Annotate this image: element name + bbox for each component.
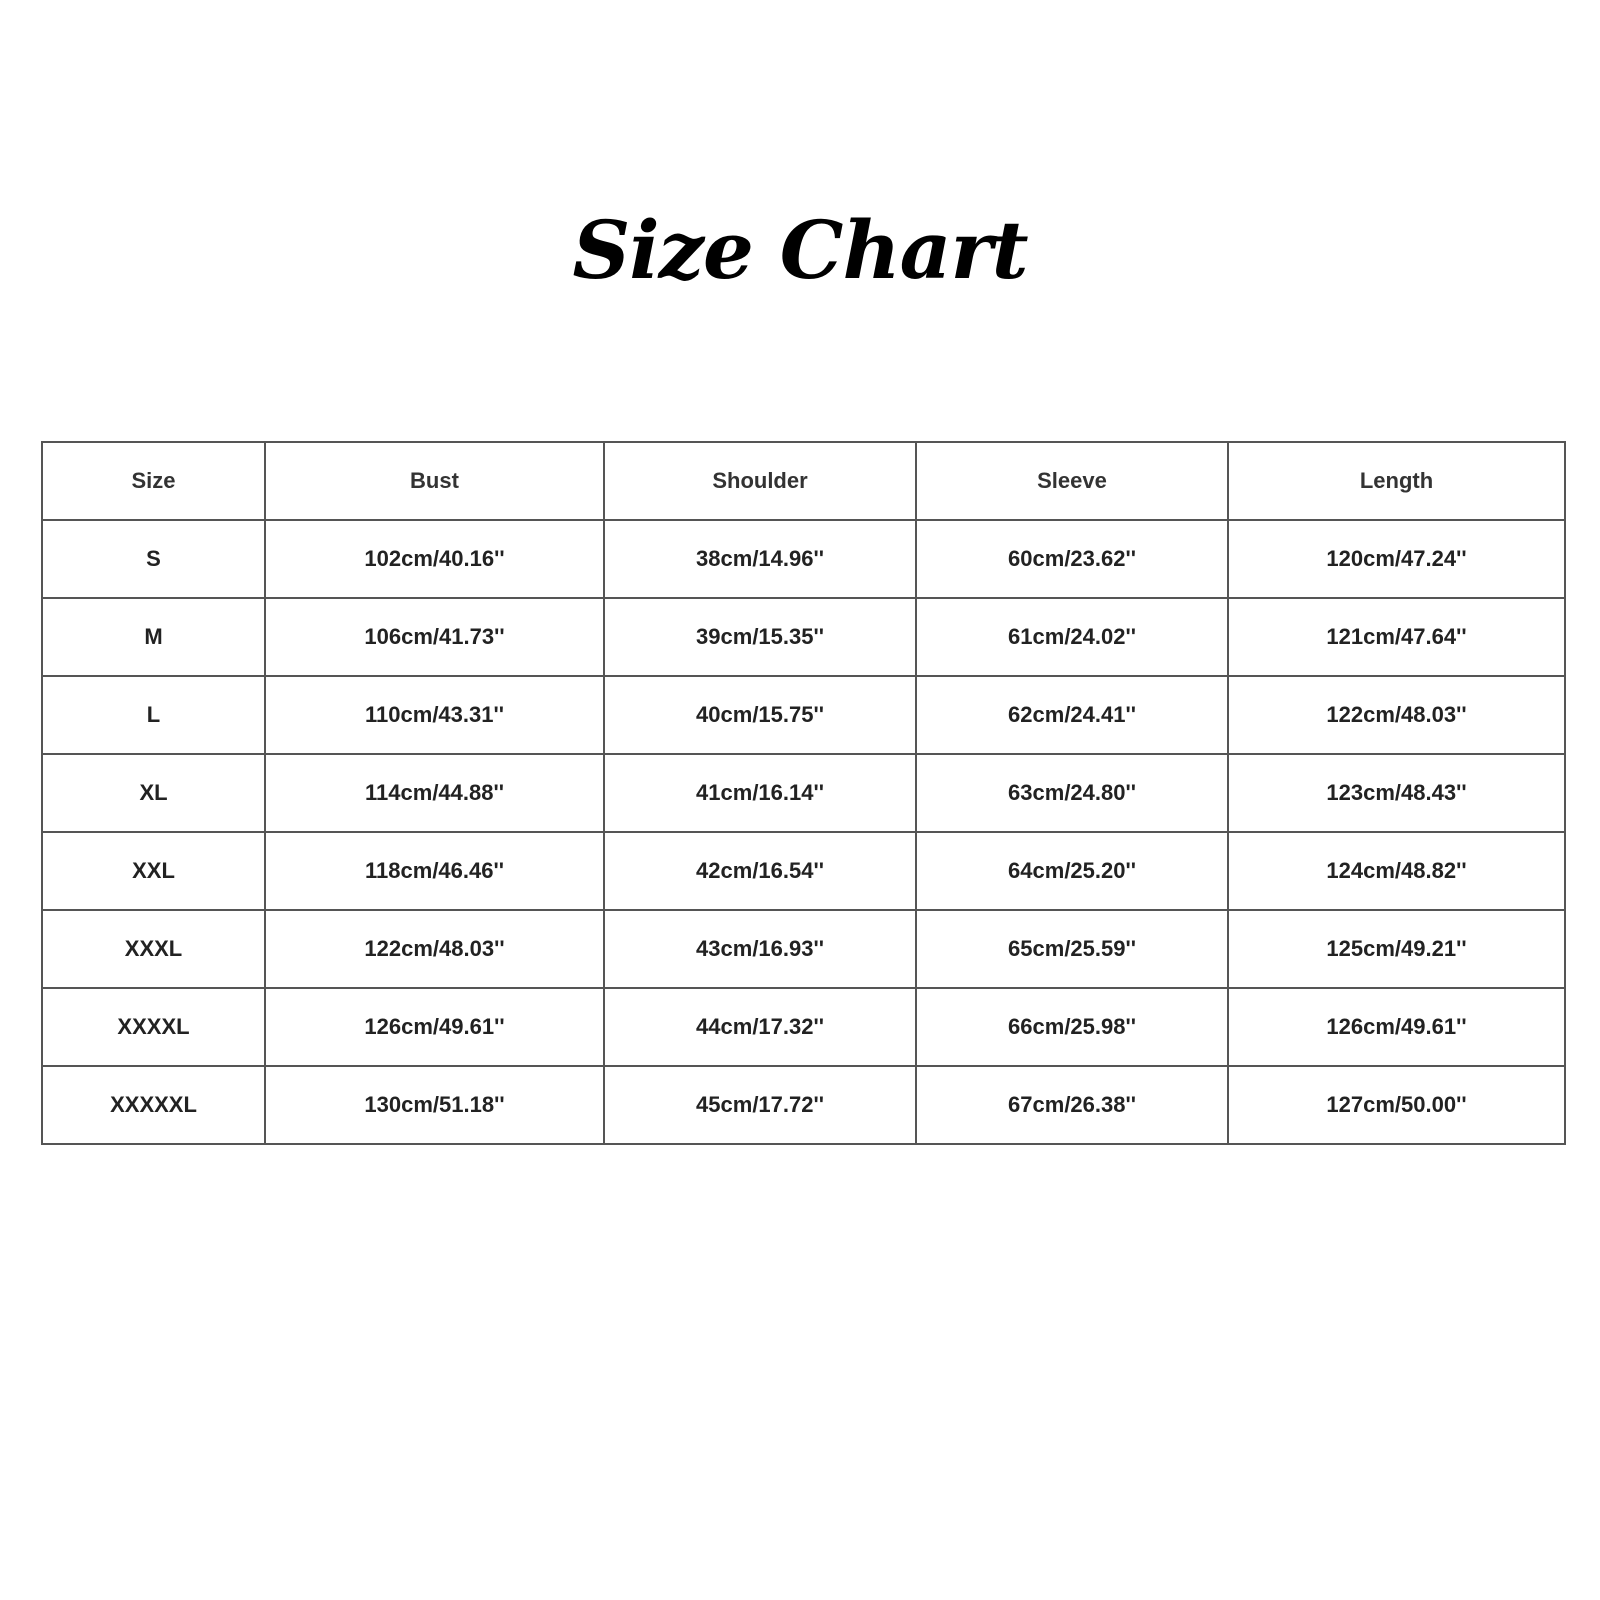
cell-size: XXXL <box>42 910 265 988</box>
cell-bust: 126cm/49.61'' <box>265 988 604 1066</box>
cell-bust: 106cm/41.73'' <box>265 598 604 676</box>
cell-length: 125cm/49.21'' <box>1228 910 1565 988</box>
cell-shoulder: 45cm/17.72'' <box>604 1066 916 1144</box>
cell-length: 121cm/47.64'' <box>1228 598 1565 676</box>
header-bust: Bust <box>265 442 604 520</box>
cell-sleeve: 64cm/25.20'' <box>916 832 1228 910</box>
cell-length: 124cm/48.82'' <box>1228 832 1565 910</box>
header-sleeve: Sleeve <box>916 442 1228 520</box>
cell-sleeve: 65cm/25.59'' <box>916 910 1228 988</box>
cell-shoulder: 41cm/16.14'' <box>604 754 916 832</box>
cell-sleeve: 61cm/24.02'' <box>916 598 1228 676</box>
table-row <box>42 1066 1565 1144</box>
cell-size: M <box>42 598 265 676</box>
cell-bust: 122cm/48.03'' <box>265 910 604 988</box>
cell-size: L <box>42 676 265 754</box>
table-row <box>42 754 1565 832</box>
header-length: Length <box>1228 442 1565 520</box>
cell-sleeve: 67cm/26.38'' <box>916 1066 1228 1144</box>
table-row <box>42 520 1565 598</box>
size-table <box>41 441 1566 1145</box>
cell-bust: 114cm/44.88'' <box>265 754 604 832</box>
table-row <box>42 598 1565 676</box>
table-header-row <box>42 442 1565 520</box>
page-title: Size Chart <box>572 203 1028 297</box>
cell-sleeve: 62cm/24.41'' <box>916 676 1228 754</box>
table-row <box>42 832 1565 910</box>
header-shoulder: Shoulder <box>604 442 916 520</box>
cell-size: XXL <box>42 832 265 910</box>
cell-length: 123cm/48.43'' <box>1228 754 1565 832</box>
cell-size: XXXXL <box>42 988 265 1066</box>
cell-sleeve: 66cm/25.98'' <box>916 988 1228 1066</box>
header-size: Size <box>42 442 265 520</box>
cell-bust: 110cm/43.31'' <box>265 676 604 754</box>
cell-sleeve: 60cm/23.62'' <box>916 520 1228 598</box>
cell-size: S <box>42 520 265 598</box>
cell-sleeve: 63cm/24.80'' <box>916 754 1228 832</box>
cell-length: 126cm/49.61'' <box>1228 988 1565 1066</box>
cell-bust: 102cm/40.16'' <box>265 520 604 598</box>
cell-length: 127cm/50.00'' <box>1228 1066 1565 1144</box>
cell-shoulder: 39cm/15.35'' <box>604 598 916 676</box>
cell-size: XXXXXL <box>42 1066 265 1144</box>
table-row <box>42 910 1565 988</box>
cell-size: XL <box>42 754 265 832</box>
cell-length: 120cm/47.24'' <box>1228 520 1565 598</box>
cell-bust: 118cm/46.46'' <box>265 832 604 910</box>
cell-bust: 130cm/51.18'' <box>265 1066 604 1144</box>
cell-length: 122cm/48.03'' <box>1228 676 1565 754</box>
cell-shoulder: 42cm/16.54'' <box>604 832 916 910</box>
cell-shoulder: 40cm/15.75'' <box>604 676 916 754</box>
cell-shoulder: 38cm/14.96'' <box>604 520 916 598</box>
cell-shoulder: 44cm/17.32'' <box>604 988 916 1066</box>
table-row <box>42 988 1565 1066</box>
table-row <box>42 676 1565 754</box>
cell-shoulder: 43cm/16.93'' <box>604 910 916 988</box>
